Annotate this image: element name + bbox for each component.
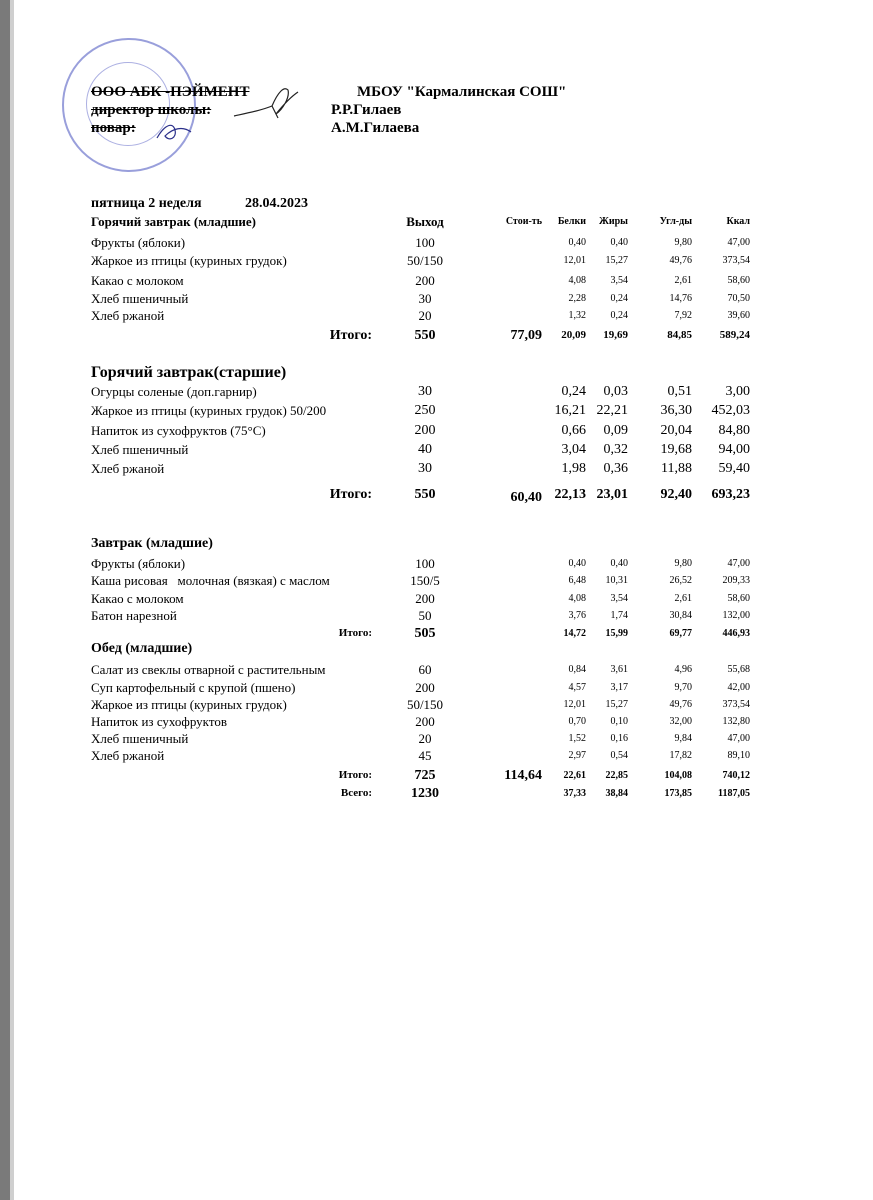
- total-kcal: 589,24: [719, 329, 750, 341]
- total-cost: 77,09: [510, 328, 542, 343]
- dish-name: Какао с молоком: [91, 273, 184, 288]
- col-carbs: Угл-ды: [659, 216, 692, 227]
- dish-name: Огурцы соленые (доп.гарнир): [91, 384, 257, 399]
- dish-output: 45: [418, 748, 432, 763]
- col-output: Выход: [406, 214, 444, 229]
- table-row: [0, 607, 873, 624]
- dish-carbs: 4,96: [674, 664, 692, 675]
- total-row: [0, 486, 873, 503]
- dish-protein: 12,01: [563, 699, 586, 710]
- dish-carbs: 9,80: [674, 558, 692, 569]
- signature-icon: [155, 118, 195, 146]
- director-label: директор школы:: [91, 102, 212, 118]
- table-row: [0, 460, 873, 477]
- cook-name: А.М.Гилаева: [331, 120, 420, 136]
- total-fat: 19,69: [603, 329, 628, 341]
- dish-kcal: 209,33: [722, 575, 750, 586]
- dish-fat: 0,09: [603, 423, 628, 438]
- total-protein: 14,72: [563, 628, 586, 639]
- col-protein: Белки: [557, 216, 586, 227]
- dish-protein: 1,98: [561, 461, 586, 476]
- total-carbs: 92,40: [660, 487, 692, 502]
- dish-protein: 0,84: [568, 664, 586, 675]
- dish-name: Хлеб ржаной: [91, 308, 165, 323]
- cook-label: повар:: [91, 120, 136, 136]
- total-label: Итого:: [329, 328, 372, 343]
- total-kcal: 740,12: [722, 770, 750, 781]
- dish-fat: 10,31: [605, 575, 628, 586]
- grand-total-output: 1230: [411, 786, 439, 801]
- dish-protein: 0,24: [561, 384, 586, 399]
- dish-name: Хлеб пшеничный: [91, 731, 189, 746]
- dish-protein: 0,40: [568, 237, 586, 248]
- dish-protein: 3,76: [568, 610, 586, 621]
- total-carbs: 84,85: [667, 329, 692, 341]
- dish-kcal: 89,10: [727, 750, 750, 761]
- dish-kcal: 47,00: [727, 733, 750, 744]
- total-row: [0, 625, 873, 642]
- grand-total-fat: 38,84: [605, 788, 628, 799]
- dish-fat: 0,40: [610, 558, 628, 569]
- total-output: 505: [414, 626, 436, 641]
- dish-kcal: 3,00: [725, 384, 750, 399]
- grand-total-kcal: 1187,05: [718, 788, 750, 799]
- dish-kcal: 58,60: [727, 275, 750, 286]
- total-label: Итого:: [329, 487, 372, 502]
- dish-name: Напиток из сухофруктов (75°С): [91, 423, 266, 438]
- total-protein: 20,09: [561, 329, 586, 341]
- dish-fat: 22,21: [596, 403, 628, 418]
- dish-kcal: 132,00: [722, 610, 750, 621]
- table-row: [0, 747, 873, 764]
- dish-kcal: 373,54: [722, 255, 750, 266]
- total-fat: 23,01: [596, 487, 628, 502]
- dish-fat: 3,54: [610, 275, 628, 286]
- dish-protein: 6,48: [568, 575, 586, 586]
- table-row: [0, 252, 873, 269]
- grand-total-label: Всего:: [340, 787, 372, 799]
- grand-total-carbs: 173,85: [664, 788, 692, 799]
- dish-kcal: 59,40: [718, 461, 750, 476]
- dish-kcal: 42,00: [727, 682, 750, 693]
- total-carbs: 69,77: [669, 628, 692, 639]
- table-row: [0, 441, 873, 458]
- total-kcal: 446,93: [722, 628, 750, 639]
- total-label: Итого:: [338, 627, 372, 639]
- dish-protein: 3,04: [561, 442, 586, 457]
- dish-kcal: 452,03: [711, 403, 750, 418]
- dish-name: Хлеб пшеничный: [91, 442, 189, 457]
- dish-name: Жаркое из птицы (куриных грудок): [91, 253, 287, 268]
- dish-carbs: 26,52: [669, 575, 692, 586]
- dish-name: Суп картофельный с крупой (пшено): [91, 680, 296, 695]
- table-row: [0, 422, 873, 439]
- dish-kcal: 58,60: [727, 593, 750, 604]
- dish-output: 200: [414, 423, 436, 438]
- dish-carbs: 17,82: [669, 750, 692, 761]
- dish-protein: 16,21: [554, 403, 586, 418]
- total-output: 550: [414, 328, 436, 343]
- table-row: [0, 679, 873, 696]
- dish-name: Фрукты (яблоки): [91, 556, 186, 571]
- table-header: [0, 213, 873, 230]
- table-row: [0, 555, 873, 572]
- table-row: [0, 307, 873, 324]
- dish-name: Жаркое из птицы (куриных грудок): [91, 697, 287, 712]
- grand-total-protein: 37,33: [563, 788, 586, 799]
- dish-kcal: 47,00: [727, 237, 750, 248]
- dish-output: 60: [418, 662, 432, 677]
- dish-fat: 3,54: [610, 593, 628, 604]
- day-date: 28.04.2023: [245, 196, 308, 211]
- dish-protein: 0,40: [568, 558, 586, 569]
- dish-kcal: 373,54: [722, 699, 750, 710]
- table-row: [0, 272, 873, 289]
- dish-kcal: 132,80: [722, 716, 750, 727]
- section-title: Обед (младшие): [91, 641, 193, 656]
- dish-output: 100: [415, 556, 435, 571]
- dish-protein: 1,52: [568, 733, 586, 744]
- dish-fat: 0,36: [603, 461, 628, 476]
- total-kcal: 693,23: [711, 487, 750, 502]
- dish-carbs: 36,30: [660, 403, 692, 418]
- dish-protein: 2,28: [568, 293, 586, 304]
- total-protein: 22,61: [563, 770, 586, 781]
- dish-protein: 4,57: [568, 682, 586, 693]
- dish-output: 200: [415, 680, 435, 695]
- dish-output: 200: [415, 714, 435, 729]
- total-cost: 60,40: [510, 490, 542, 505]
- dish-protein: 2,97: [568, 750, 586, 761]
- section-title: Завтрак (младшие): [91, 536, 213, 551]
- dish-carbs: 9,80: [674, 237, 692, 248]
- dish-kcal: 70,50: [727, 293, 750, 304]
- section-title: Горячий завтрак (младшие): [91, 214, 257, 229]
- dish-fat: 0,24: [610, 310, 628, 321]
- dish-carbs: 14,76: [669, 293, 692, 304]
- signature-icon: [232, 82, 302, 124]
- dish-protein: 4,08: [568, 275, 586, 286]
- dish-name: Фрукты (яблоки): [91, 235, 186, 250]
- director-name: Р.Р.Гилаев: [331, 102, 402, 118]
- dish-fat: 15,27: [605, 699, 628, 710]
- school-name: МБОУ "Кармалинская СОШ": [357, 84, 567, 100]
- dish-fat: 0,16: [610, 733, 628, 744]
- dish-protein: 12,01: [563, 255, 586, 266]
- col-kcal: Ккал: [726, 216, 750, 227]
- dish-fat: 0,10: [610, 716, 628, 727]
- dish-name: Батон нарезной: [91, 608, 177, 623]
- table-row: [0, 590, 873, 607]
- total-protein: 22,13: [554, 487, 586, 502]
- dish-name: Каша рисовая молочная (вязкая) с маслом: [91, 573, 330, 588]
- dish-output: 20: [418, 731, 432, 746]
- table-row: [0, 402, 873, 419]
- dish-name: Жаркое из птицы (куриных грудок) 50/200: [91, 403, 327, 418]
- table-row: [0, 661, 873, 678]
- dish-output: 100: [415, 235, 435, 250]
- dish-output: 30: [418, 291, 432, 306]
- dish-output: 200: [415, 591, 435, 606]
- dish-output: 50/150: [406, 697, 444, 712]
- day-label: пятница 2 неделя: [91, 196, 202, 211]
- dish-carbs: 11,88: [661, 461, 692, 476]
- total-cost: 114,64: [504, 768, 542, 783]
- table-row: [0, 696, 873, 713]
- dish-fat: 3,61: [610, 664, 628, 675]
- total-label: Итого:: [338, 769, 372, 781]
- dish-carbs: 2,61: [674, 275, 692, 286]
- dish-output: 200: [415, 273, 435, 288]
- dish-carbs: 32,00: [669, 716, 692, 727]
- table-row: [0, 713, 873, 730]
- table-row: [0, 730, 873, 747]
- total-row: [0, 327, 873, 344]
- org-name: ООО АБК -ПЭЙМЕНТ: [91, 84, 250, 100]
- dish-name: Хлеб пшеничный: [91, 291, 189, 306]
- total-output: 725: [414, 768, 436, 783]
- dish-fat: 15,27: [605, 255, 628, 266]
- total-row: [0, 767, 873, 784]
- dish-kcal: 47,00: [727, 558, 750, 569]
- dish-carbs: 49,76: [669, 699, 692, 710]
- dish-fat: 0,24: [610, 293, 628, 304]
- total-fat: 22,85: [605, 770, 628, 781]
- dish-carbs: 0,51: [667, 384, 692, 399]
- dish-output: 50/150: [406, 253, 444, 268]
- col-fat: Жиры: [598, 216, 628, 227]
- total-carbs: 104,08: [664, 770, 692, 781]
- dish-kcal: 84,80: [718, 423, 750, 438]
- dish-protein: 0,66: [561, 423, 586, 438]
- dish-name: Напиток из сухофруктов: [91, 714, 227, 729]
- dish-output: 150/5: [410, 573, 440, 588]
- dish-protein: 1,32: [568, 310, 586, 321]
- dish-fat: 0,54: [610, 750, 628, 761]
- dish-name: Салат из свеклы отварной с растительным: [91, 662, 326, 677]
- table-row: [0, 234, 873, 251]
- dish-protein: 0,70: [568, 716, 586, 727]
- total-fat: 15,99: [605, 628, 628, 639]
- dish-kcal: 39,60: [727, 310, 750, 321]
- grand-total-row: [0, 785, 873, 802]
- dish-output: 20: [418, 308, 432, 323]
- total-output: 550: [414, 487, 436, 502]
- table-row: [0, 383, 873, 400]
- dish-carbs: 7,92: [674, 310, 692, 321]
- dish-carbs: 49,76: [669, 255, 692, 266]
- dish-name: Какао с молоком: [91, 591, 184, 606]
- dish-output: 30: [418, 461, 432, 476]
- dish-protein: 4,08: [568, 593, 586, 604]
- dish-output: 250: [414, 403, 436, 418]
- dish-name: Хлеб ржаной: [91, 748, 165, 763]
- dish-kcal: 55,68: [727, 664, 750, 675]
- dish-carbs: 19,68: [660, 442, 692, 457]
- section-title: Горячий завтрак(старшие): [91, 364, 287, 381]
- dish-output: 30: [418, 384, 432, 399]
- dish-fat: 0,40: [610, 237, 628, 248]
- col-cost: Стои-ть: [505, 216, 542, 227]
- dish-carbs: 20,04: [660, 423, 692, 438]
- table-row: [0, 572, 873, 589]
- dish-output: 40: [418, 442, 432, 457]
- dish-carbs: 9,84: [674, 733, 692, 744]
- dish-output: 50: [418, 608, 432, 623]
- dish-fat: 0,03: [603, 384, 628, 399]
- dish-fat: 1,74: [610, 610, 628, 621]
- dish-carbs: 2,61: [674, 593, 692, 604]
- dish-fat: 3,17: [610, 682, 628, 693]
- dish-name: Хлеб ржаной: [91, 461, 165, 476]
- dish-kcal: 94,00: [718, 442, 750, 457]
- dish-carbs: 9,70: [674, 682, 692, 693]
- dish-fat: 0,32: [603, 442, 628, 457]
- dish-carbs: 30,84: [669, 610, 692, 621]
- table-row: [0, 290, 873, 307]
